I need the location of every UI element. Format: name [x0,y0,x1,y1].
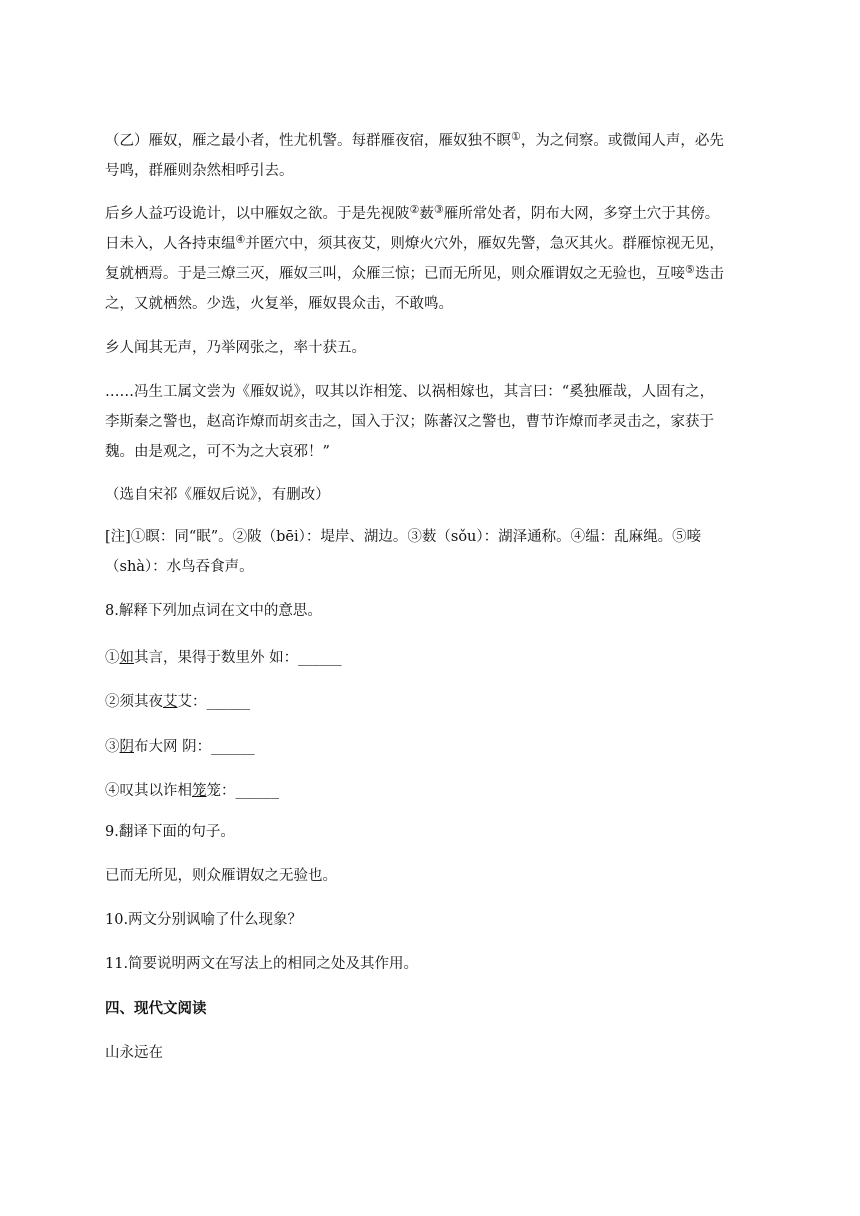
dotted-word: 阴 [119,739,134,755]
text-line: 魏。由是观之，可不为之大哀邪！” [105,444,330,460]
text-line: 日未入，人各持束缊④并匿穴中，须其夜艾，则燎火穴外，雁奴先警，急灭其火。群雁惊视无见， [105,233,724,252]
text-line: （shà）：水鸟吞食声。 [105,559,254,575]
text-line: 后乡人益巧设诡计，以中雁奴之欲。于是先视陂②薮③雁所常处者，阴布大网，多穿土穴于其傍。 [105,203,720,222]
question-8-item-2: ②须其夜艾艾：______ [105,694,250,710]
text-line: 号鸣，群雁则杂然相呼引去。 [105,163,294,179]
footnote-marker: ③ [433,203,444,216]
passage-yi-paragraph-1 [105,126,760,186]
footnote-marker: ① [511,130,521,143]
question-8-item-4: ④叹其以诈相笼笼：______ [105,783,279,799]
question-8: 8.解释下列加点词在文中的意思。 [105,603,322,619]
text-line: （乙）雁奴，雁之最小者，性尤机警。每群雁夜宿，雁奴独不瞑①，为之伺察。或微闻人声，必先 [105,130,724,149]
footnote-marker: ② [409,203,420,216]
text-line: 李斯秦之警也，赵高诈燎而胡亥击之，国入于汉；陈蕃汉之警也，曹节诈燎而孝灵击之，家获于 [105,414,714,430]
question-11: 11.简要说明两文在写法上的相同之处及其作用。 [105,956,419,972]
article-title: 山永远在 [105,1045,163,1061]
passage-yi-paragraph-3 [105,333,760,363]
text-line: 之，又就栖然。少选，火复举，雁奴畏众击，不敢鸣。 [105,296,453,312]
question-9: 9.翻译下面的句子。 [105,824,235,840]
passage-yi-paragraph-4 [105,377,760,467]
section-heading: 四、现代文阅读 [105,1001,207,1017]
dotted-word: 如 [119,650,134,666]
question-10: 10.两文分别讽喻了什么现象？ [105,912,303,928]
footnote-marker: ⑤ [685,263,695,276]
question-9-sentence: 已而无所见，则众雁谓奴之无验也。 [105,868,337,884]
text-line: [注]①瞑：同“眠”。②陂（bēi）：堤岸、湖边。③薮（sǒu）：湖泽通称。④缊：乱麻绳。⑤唼 [105,529,702,545]
dotted-word: 艾 [163,694,178,710]
footnote-marker: ④ [235,233,246,246]
text-line: 复就栖焉。于是三燎三灭，雁奴三叫，众雁三惊；已而无所见，则众雁谓奴之无验也，互唼⑤迭击 [105,263,724,282]
source-citation: （选自宋祁《雁奴后说》，有删改） [105,487,330,503]
text-line: 乡人闻其无声，乃举网张之，率十获五。 [105,340,366,356]
dotted-word: 笼 [192,783,207,799]
footnotes [105,522,760,582]
text-line: ……冯生工属文尝为《雁奴说》，叹其以诈相笼、以祸相嫁也，其言曰：“奚独雁哉，人固有之， [105,384,715,400]
question-8-item-3: ③阴布大网 阴：______ [105,739,255,755]
question-8-item-1: ①如其言，果得于数里外 如：______ [105,650,342,666]
passage-yi-paragraph-2 [105,199,760,319]
